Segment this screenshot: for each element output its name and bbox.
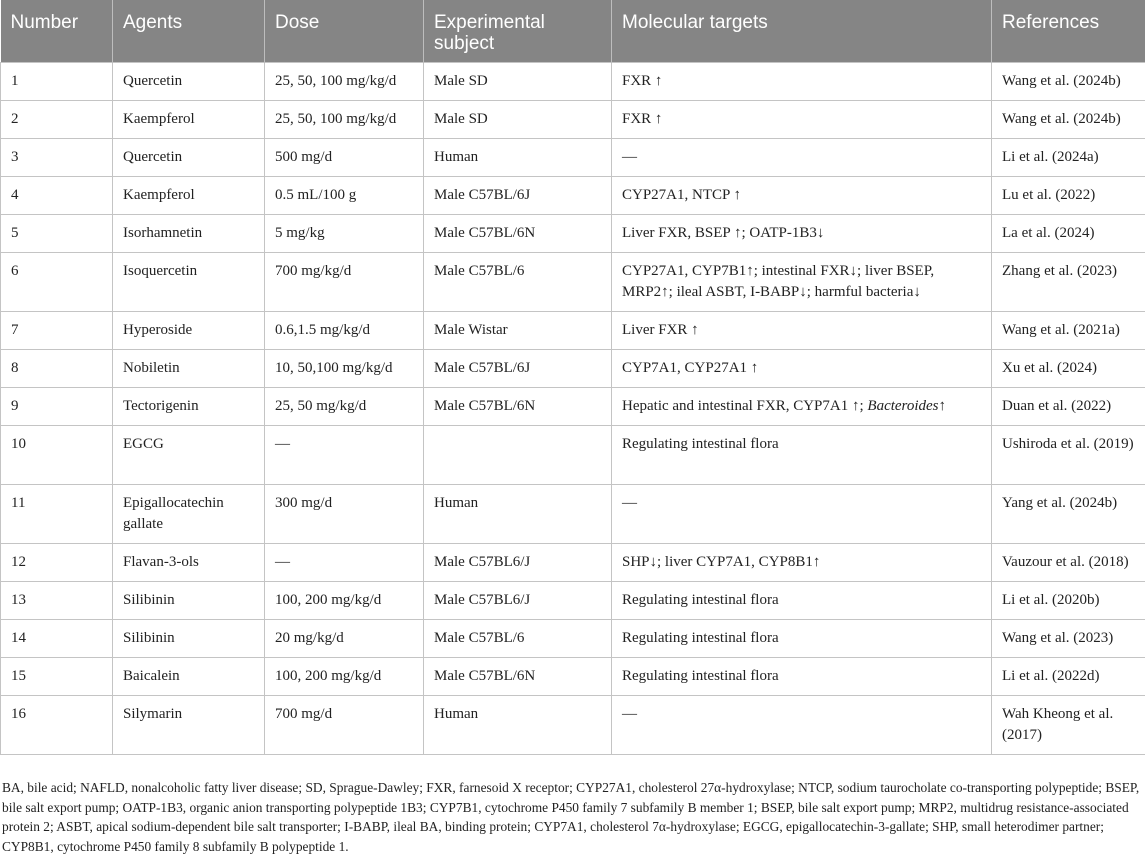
cell-agent: Baicalein (113, 658, 265, 696)
cell-agent: Isorhamnetin (113, 215, 265, 253)
cell-reference: Lu et al. (2022) (992, 177, 1145, 215)
cell-subject: Male SD (424, 101, 612, 139)
targets-text: Regulating intestinal flora (622, 436, 779, 452)
cell-subject: Male C57BL/6 (424, 620, 612, 658)
table-row (1, 177, 1145, 215)
cell-subject: Male C57BL/6 (424, 253, 612, 312)
cell-dose: 100, 200 mg/kg/d (265, 658, 424, 696)
cell-number: 2 (1, 101, 113, 139)
targets-text: CYP27A1, NTCP ↑ (622, 187, 742, 203)
table-row (1, 253, 1145, 312)
cell-subject: Male C57BL/6N (424, 388, 612, 426)
table-row (1, 485, 1145, 544)
cell-agent: Silibinin (113, 582, 265, 620)
cell-number: 12 (1, 544, 113, 582)
targets-text: Hepatic and intestinal FXR, CYP7A1 ↑; (622, 398, 868, 414)
header-experimental-subject: Experimental subject (424, 0, 612, 63)
targets-text: Regulating intestinal flora (622, 668, 779, 684)
cell-number: 8 (1, 350, 113, 388)
cell-agent: Hyperoside (113, 312, 265, 350)
cell-reference: Li et al. (2024a) (992, 139, 1145, 177)
cell-number: 10 (1, 426, 113, 485)
targets-text: Liver FXR, BSEP ↑; OATP-1B3↓ (622, 225, 825, 241)
targets-text: CYP27A1, CYP7B1↑; intestinal FXR↓; liver BSEP, MRP2↑; ileal ASBT, I-BABP↓; harmful bacteria↓ (622, 263, 935, 300)
cell-reference: Li et al. (2022d) (992, 658, 1145, 696)
cell-agent: Silibinin (113, 620, 265, 658)
cell-agent: Flavan-3-ols (113, 544, 265, 582)
cell-targets (612, 620, 992, 658)
header-row (1, 0, 1145, 63)
cell-targets (612, 177, 992, 215)
cell-subject: Male C57BL/6N (424, 658, 612, 696)
cell-dose: 100, 200 mg/kg/d (265, 582, 424, 620)
cell-reference: Yang et al. (2024b) (992, 485, 1145, 544)
cell-dose: 25, 50, 100 mg/kg/d (265, 101, 424, 139)
table-row (1, 388, 1145, 426)
cell-targets (612, 101, 992, 139)
cell-dose: 25, 50 mg/kg/d (265, 388, 424, 426)
cell-reference: La et al. (2024) (992, 215, 1145, 253)
targets-text: Regulating intestinal flora (622, 630, 779, 646)
cell-agent: Nobiletin (113, 350, 265, 388)
cell-agent: Kaempferol (113, 101, 265, 139)
cell-agent: Epigallocatechin gallate (113, 485, 265, 544)
header-dose: Dose (265, 0, 424, 63)
cell-reference: Vauzour et al. (2018) (992, 544, 1145, 582)
header-number: Number (1, 0, 113, 63)
cell-number: 15 (1, 658, 113, 696)
cell-number: 11 (1, 485, 113, 544)
cell-agent: Silymarin (113, 696, 265, 755)
cell-number: 1 (1, 63, 113, 101)
cell-targets (612, 696, 992, 755)
targets-text: FXR ↑ (622, 73, 663, 89)
table-header (1, 0, 1145, 63)
table-row (1, 582, 1145, 620)
cell-targets (612, 388, 992, 426)
cell-targets (612, 544, 992, 582)
cell-agent: Isoquercetin (113, 253, 265, 312)
cell-reference: Wang et al. (2024b) (992, 101, 1145, 139)
cell-reference: Duan et al. (2022) (992, 388, 1145, 426)
table-row (1, 544, 1145, 582)
cell-number: 3 (1, 139, 113, 177)
cell-reference: Wah Kheong et al. (2017) (992, 696, 1145, 755)
cell-subject: Male C57BL/6J (424, 177, 612, 215)
cell-number: 16 (1, 696, 113, 755)
cell-number: 13 (1, 582, 113, 620)
targets-text: Regulating intestinal flora (622, 592, 779, 608)
cell-subject (424, 426, 612, 485)
targets-text: — (622, 706, 637, 722)
targets-italic-text: Bacteroides (867, 398, 939, 414)
cell-number: 6 (1, 253, 113, 312)
cell-targets (612, 658, 992, 696)
cell-reference: Zhang et al. (2023) (992, 253, 1145, 312)
cell-reference: Wang et al. (2024b) (992, 63, 1145, 101)
table-row (1, 350, 1145, 388)
cell-subject: Human (424, 485, 612, 544)
cell-targets (612, 312, 992, 350)
cell-dose: 20 mg/kg/d (265, 620, 424, 658)
cell-number: 7 (1, 312, 113, 350)
table-row (1, 426, 1145, 485)
cell-targets (612, 63, 992, 101)
table-footnote: BA, bile acid; NAFLD, nonalcoholic fatty liver disease; SD, Sprague-Dawley; FXR, farnesoid X receptor; CYP27A1, cholesterol 27α-hydroxylase; NTCP, sodium taurocholate co-transporting polypeptide; BSEP, bile salt export pump; OATP-1B3, organic anion transporting polypeptide 1B3; CYP7B1, cytochrome P450 family 7 subfamily B member 1; BSEP, bile salt export pump; MRP2, multidrug resistance-associated protein 2; ASBT, apical sodium-dependent bile salt transporter; I-BABP, ileal BA, binding protein; CYP7A1, cholesterol 7α-hydroxylase; EGCG, epigallocatechin-3-gallate; SHP, small heterodimer partner; CYP8B1, cytochrome P450 family 8 subfamily B polypeptide 1. (2, 780, 1140, 854)
table-row (1, 620, 1145, 658)
cell-targets (612, 582, 992, 620)
cell-subject: Male C57BL/6J (424, 350, 612, 388)
targets-text: FXR ↑ (622, 111, 663, 127)
cell-dose: — (265, 426, 424, 485)
table-row (1, 101, 1145, 139)
targets-text: SHP↓; liver CYP7A1, CYP8B1↑ (622, 554, 821, 570)
cell-dose: 500 mg/d (265, 139, 424, 177)
table-row (1, 658, 1145, 696)
cell-targets (612, 139, 992, 177)
cell-agent: EGCG (113, 426, 265, 485)
table-row (1, 215, 1145, 253)
cell-dose: — (265, 544, 424, 582)
cell-reference: Xu et al. (2024) (992, 350, 1145, 388)
targets-text: CYP7A1, CYP27A1 ↑ (622, 360, 759, 376)
cell-dose: 0.6,1.5 mg/kg/d (265, 312, 424, 350)
cell-subject: Male Wistar (424, 312, 612, 350)
cell-agent: Quercetin (113, 139, 265, 177)
table-row (1, 696, 1145, 755)
header-molecular-targets: Molecular targets (612, 0, 992, 63)
cell-subject: Human (424, 696, 612, 755)
cell-reference: Wang et al. (2023) (992, 620, 1145, 658)
cell-reference: Wang et al. (2021a) (992, 312, 1145, 350)
cell-subject: Male C57BL6/J (424, 582, 612, 620)
cell-dose: 300 mg/d (265, 485, 424, 544)
cell-dose: 25, 50, 100 mg/kg/d (265, 63, 424, 101)
cell-targets (612, 426, 992, 485)
cell-subject: Male SD (424, 63, 612, 101)
cell-number: 4 (1, 177, 113, 215)
cell-number: 5 (1, 215, 113, 253)
table-row (1, 139, 1145, 177)
cell-dose: 5 mg/kg (265, 215, 424, 253)
cell-dose: 700 mg/d (265, 696, 424, 755)
targets-text: — (622, 495, 637, 511)
cell-targets (612, 485, 992, 544)
cell-targets (612, 215, 992, 253)
targets-text: Liver FXR ↑ (622, 322, 699, 338)
cell-dose: 0.5 mL/100 g (265, 177, 424, 215)
cell-dose: 10, 50,100 mg/kg/d (265, 350, 424, 388)
cell-agent: Tectorigenin (113, 388, 265, 426)
table-body (1, 63, 1145, 755)
cell-targets (612, 253, 992, 312)
cell-subject: Male C57BL6/J (424, 544, 612, 582)
header-agents: Agents (113, 0, 265, 63)
cell-agent: Quercetin (113, 63, 265, 101)
cell-number: 9 (1, 388, 113, 426)
cell-number: 14 (1, 620, 113, 658)
table-row (1, 312, 1145, 350)
targets-text: — (622, 149, 637, 165)
cell-agent: Kaempferol (113, 177, 265, 215)
cell-subject: Male C57BL/6N (424, 215, 612, 253)
cell-reference: Li et al. (2020b) (992, 582, 1145, 620)
header-references: References (992, 0, 1145, 63)
cell-targets (612, 350, 992, 388)
targets-after-text: ↑ (938, 398, 946, 414)
table-row (1, 63, 1145, 101)
cell-subject: Human (424, 139, 612, 177)
cell-dose: 700 mg/kg/d (265, 253, 424, 312)
cell-reference: Ushiroda et al. (2019) (992, 426, 1145, 485)
